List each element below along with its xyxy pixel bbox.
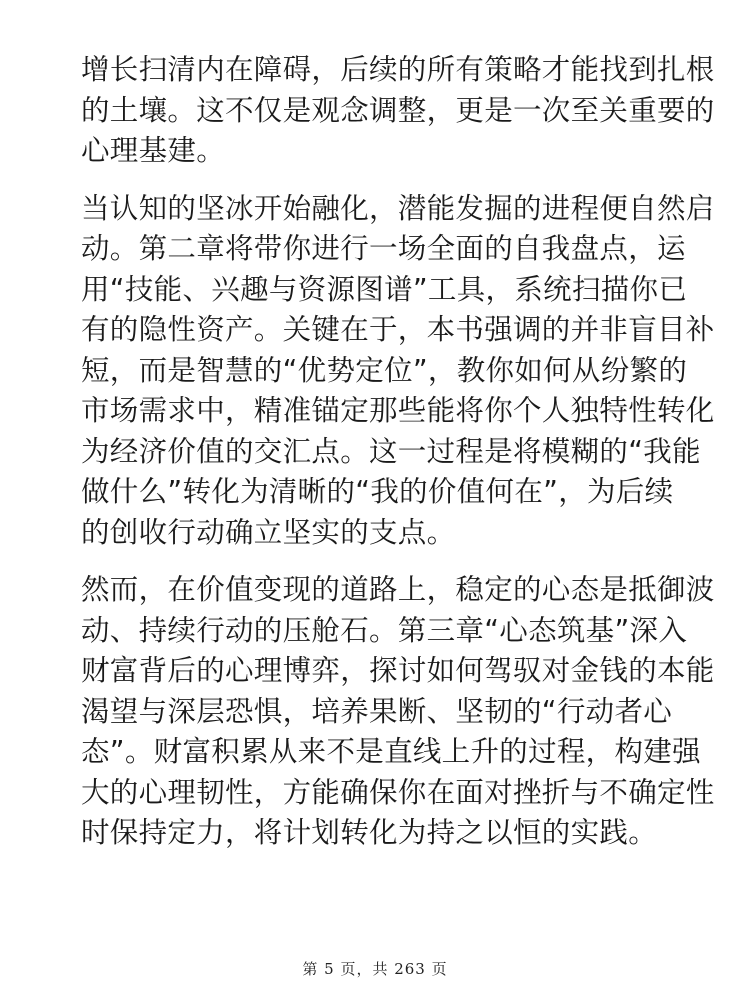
text-line: 然而，在价值变现的道路上，稳定的心态是抵御波 (81, 573, 715, 606)
text-line: 短，而是智慧的“优势定位”，教你如何从纷繁的 (81, 353, 688, 387)
text-line: 为经济价值的交汇点。这一过程是将模糊的“我能 (81, 434, 701, 468)
text-line: 时保持定力，将计划转化为持之以恒的实践。 (81, 816, 658, 849)
text-line: 增长扫清内在障碍，后续的所有策略才能找到扎根 (81, 53, 715, 86)
text-line: 财富背后的心理博弈，探讨如何驾驭对金钱的本能 (81, 654, 715, 687)
text-line: 渴望与深层恐惧，培养果断、坚韧的“行动者心 (81, 694, 673, 728)
text-line: 的土壤。这不仅是观念调整，更是一次至关重要的 (81, 93, 715, 127)
text-line: 的创收行动确立坚实的支点。 (81, 515, 456, 549)
text-line: 有的隐性资产。关键在于，本书强调的并非盲目补 (81, 313, 715, 346)
paragraph-spacer (81, 553, 681, 570)
text-line: 当认知的坚冰开始融化，潜能发掘的进程便自然启 (81, 191, 715, 225)
paragraph-spacer (81, 172, 681, 189)
text-line: 用“技能、兴趣与资源图谱”工具，系统扫描你已 (81, 272, 688, 306)
text-line: 态”。财富积累从来不是直线上升的过程，构建强 (81, 735, 701, 768)
page-number-footer: 第 5 页，共 263 页 (302, 960, 448, 978)
body-text (81, 50, 715, 854)
text-line: 大的心理韧性，方能确保你在面对挫折与不确定性 (81, 775, 715, 809)
text-line: 动、持续行动的压舱石。第三章“心态筑基”深入 (81, 613, 688, 647)
paragraph-3 (81, 570, 715, 854)
text-line: 市场需求中，精准锚定那些能将你个人独特性转化 (81, 394, 715, 427)
paragraph-1 (81, 50, 715, 172)
text-line: 心理基建。 (81, 134, 226, 167)
text-line: 做什么”转化为清晰的“我的价值何在”，为后续 (81, 475, 674, 508)
text-line: 动。第二章将带你进行一场全面的自我盘点，运 (81, 232, 686, 265)
paragraph-2 (81, 189, 715, 554)
